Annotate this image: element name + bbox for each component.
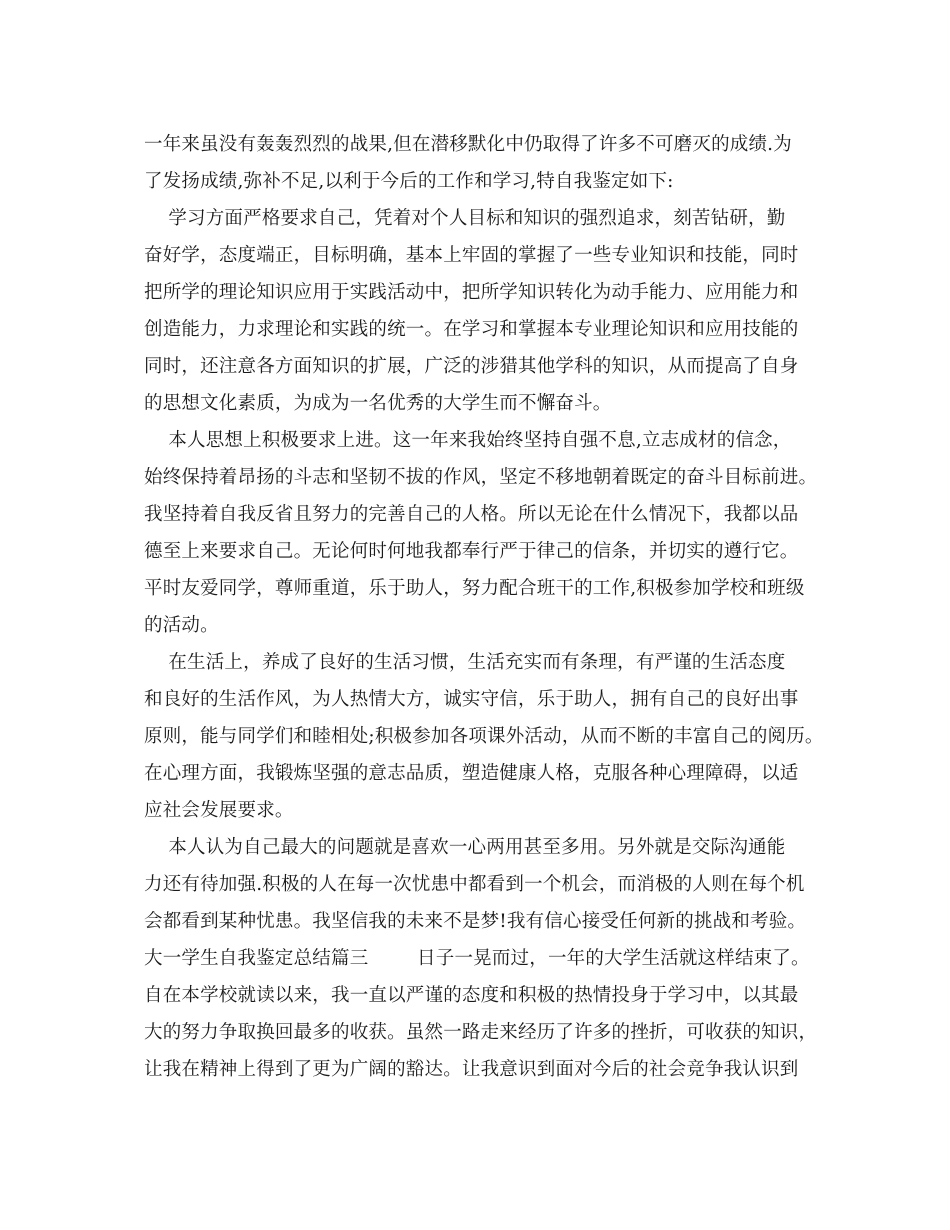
text-line: 在心理方面，我锻炼坚强的意志品质，塑造健康人格，克服各种心理障碍，以适 bbox=[144, 763, 799, 784]
text-line: 学习方面严格要求自己，凭着对个人目标和知识的强烈追求，刻苦钻研，勤 bbox=[144, 208, 786, 229]
text-line: 让我在精神上得到了更为广阔的豁达。让我意识到面对今后的社会竞争我认识到 bbox=[144, 1059, 799, 1080]
text-line: 的活动。 bbox=[144, 615, 219, 636]
text-line: 会都看到某种忧患。我坚信我的未来不是梦!我有信心接受任何新的挑战和考验。 bbox=[144, 911, 807, 932]
text-line: 的思想文化素质，为成为一名优秀的大学生而不懈奋斗。 bbox=[144, 393, 612, 414]
text-line: 了发扬成绩,弥补不足,以利于今后的工作和学习,特自我鉴定如下: bbox=[144, 171, 674, 192]
text-line: 大的努力争取换回最多的收获。虽然一路走来经历了许多的挫折，可收获的知识， bbox=[144, 1022, 818, 1043]
text-line: 本人认为自己最大的问题就是喜欢一心两用甚至多用。另外就是交际沟通能 bbox=[144, 837, 786, 858]
text-line: 始终保持着昂扬的斗志和坚韧不拔的作风，坚定不移地朝着既定的奋斗目标前进。 bbox=[144, 467, 818, 488]
text-line: 原则，能与同学们和睦相处;积极参加各项课外活动，从而不断的丰富自己的阅历。 bbox=[144, 726, 824, 747]
text-line: 我坚持着自我反省且努力的完善自己的人格。所以无论在什么情况下，我都以品 bbox=[144, 504, 799, 525]
text-line: 平时友爱同学，尊师重道，乐于助人，努力配合班干的工作,积极参加学校和班级 bbox=[144, 578, 805, 599]
text-line: 力还有待加强.积极的人在每一次忧患中都看到一个机会，而消极的人则在每个机 bbox=[144, 874, 805, 895]
text-line: 一年来虽没有轰轰烈烈的战果,但在潜移默化中仍取得了许多不可磨灭的成绩.为 bbox=[144, 134, 792, 155]
text-line: 把所学的理论知识应用于实践活动中，把所学知识转化为动手能力、应用能力和 bbox=[144, 282, 799, 303]
text-line: 本人思想上积极要求上进。这一年来我始终坚持自强不息,立志成材的信念， bbox=[144, 430, 792, 451]
text-line: 自在本学校就读以来，我一直以严谨的态度和积极的热情投身于学习中，以其最 bbox=[144, 985, 799, 1006]
text-line: 德至上来要求自己。无论何时何地我都奉行严于律己的信条，并切实的遵行它。 bbox=[144, 541, 799, 562]
text-line: 应社会发展要求。 bbox=[144, 800, 294, 821]
text-line: 奋好学，态度端正，目标明确，基本上牢固的掌握了一些专业知识和技能，同时 bbox=[144, 245, 799, 266]
text-line: 创造能力，力求理论和实践的统一。在学习和掌握本专业理论知识和应用技能的 bbox=[144, 319, 799, 340]
text-line: 在生活上，养成了良好的生活习惯，生活充实而有条理，有严谨的生活态度 bbox=[144, 652, 786, 673]
text-line: 大一学生自我鉴定总结篇三 日子一晃而过，一年的大学生活就这样结束了。 bbox=[144, 948, 810, 969]
text-line: 同时，还注意各方面知识的扩展，广泛的涉猎其他学科的知识，从而提高了自身 bbox=[144, 356, 799, 377]
text-line: 和良好的生活作风，为人热情大方，诚实守信，乐于助人，拥有自己的良好出事 bbox=[144, 689, 799, 710]
